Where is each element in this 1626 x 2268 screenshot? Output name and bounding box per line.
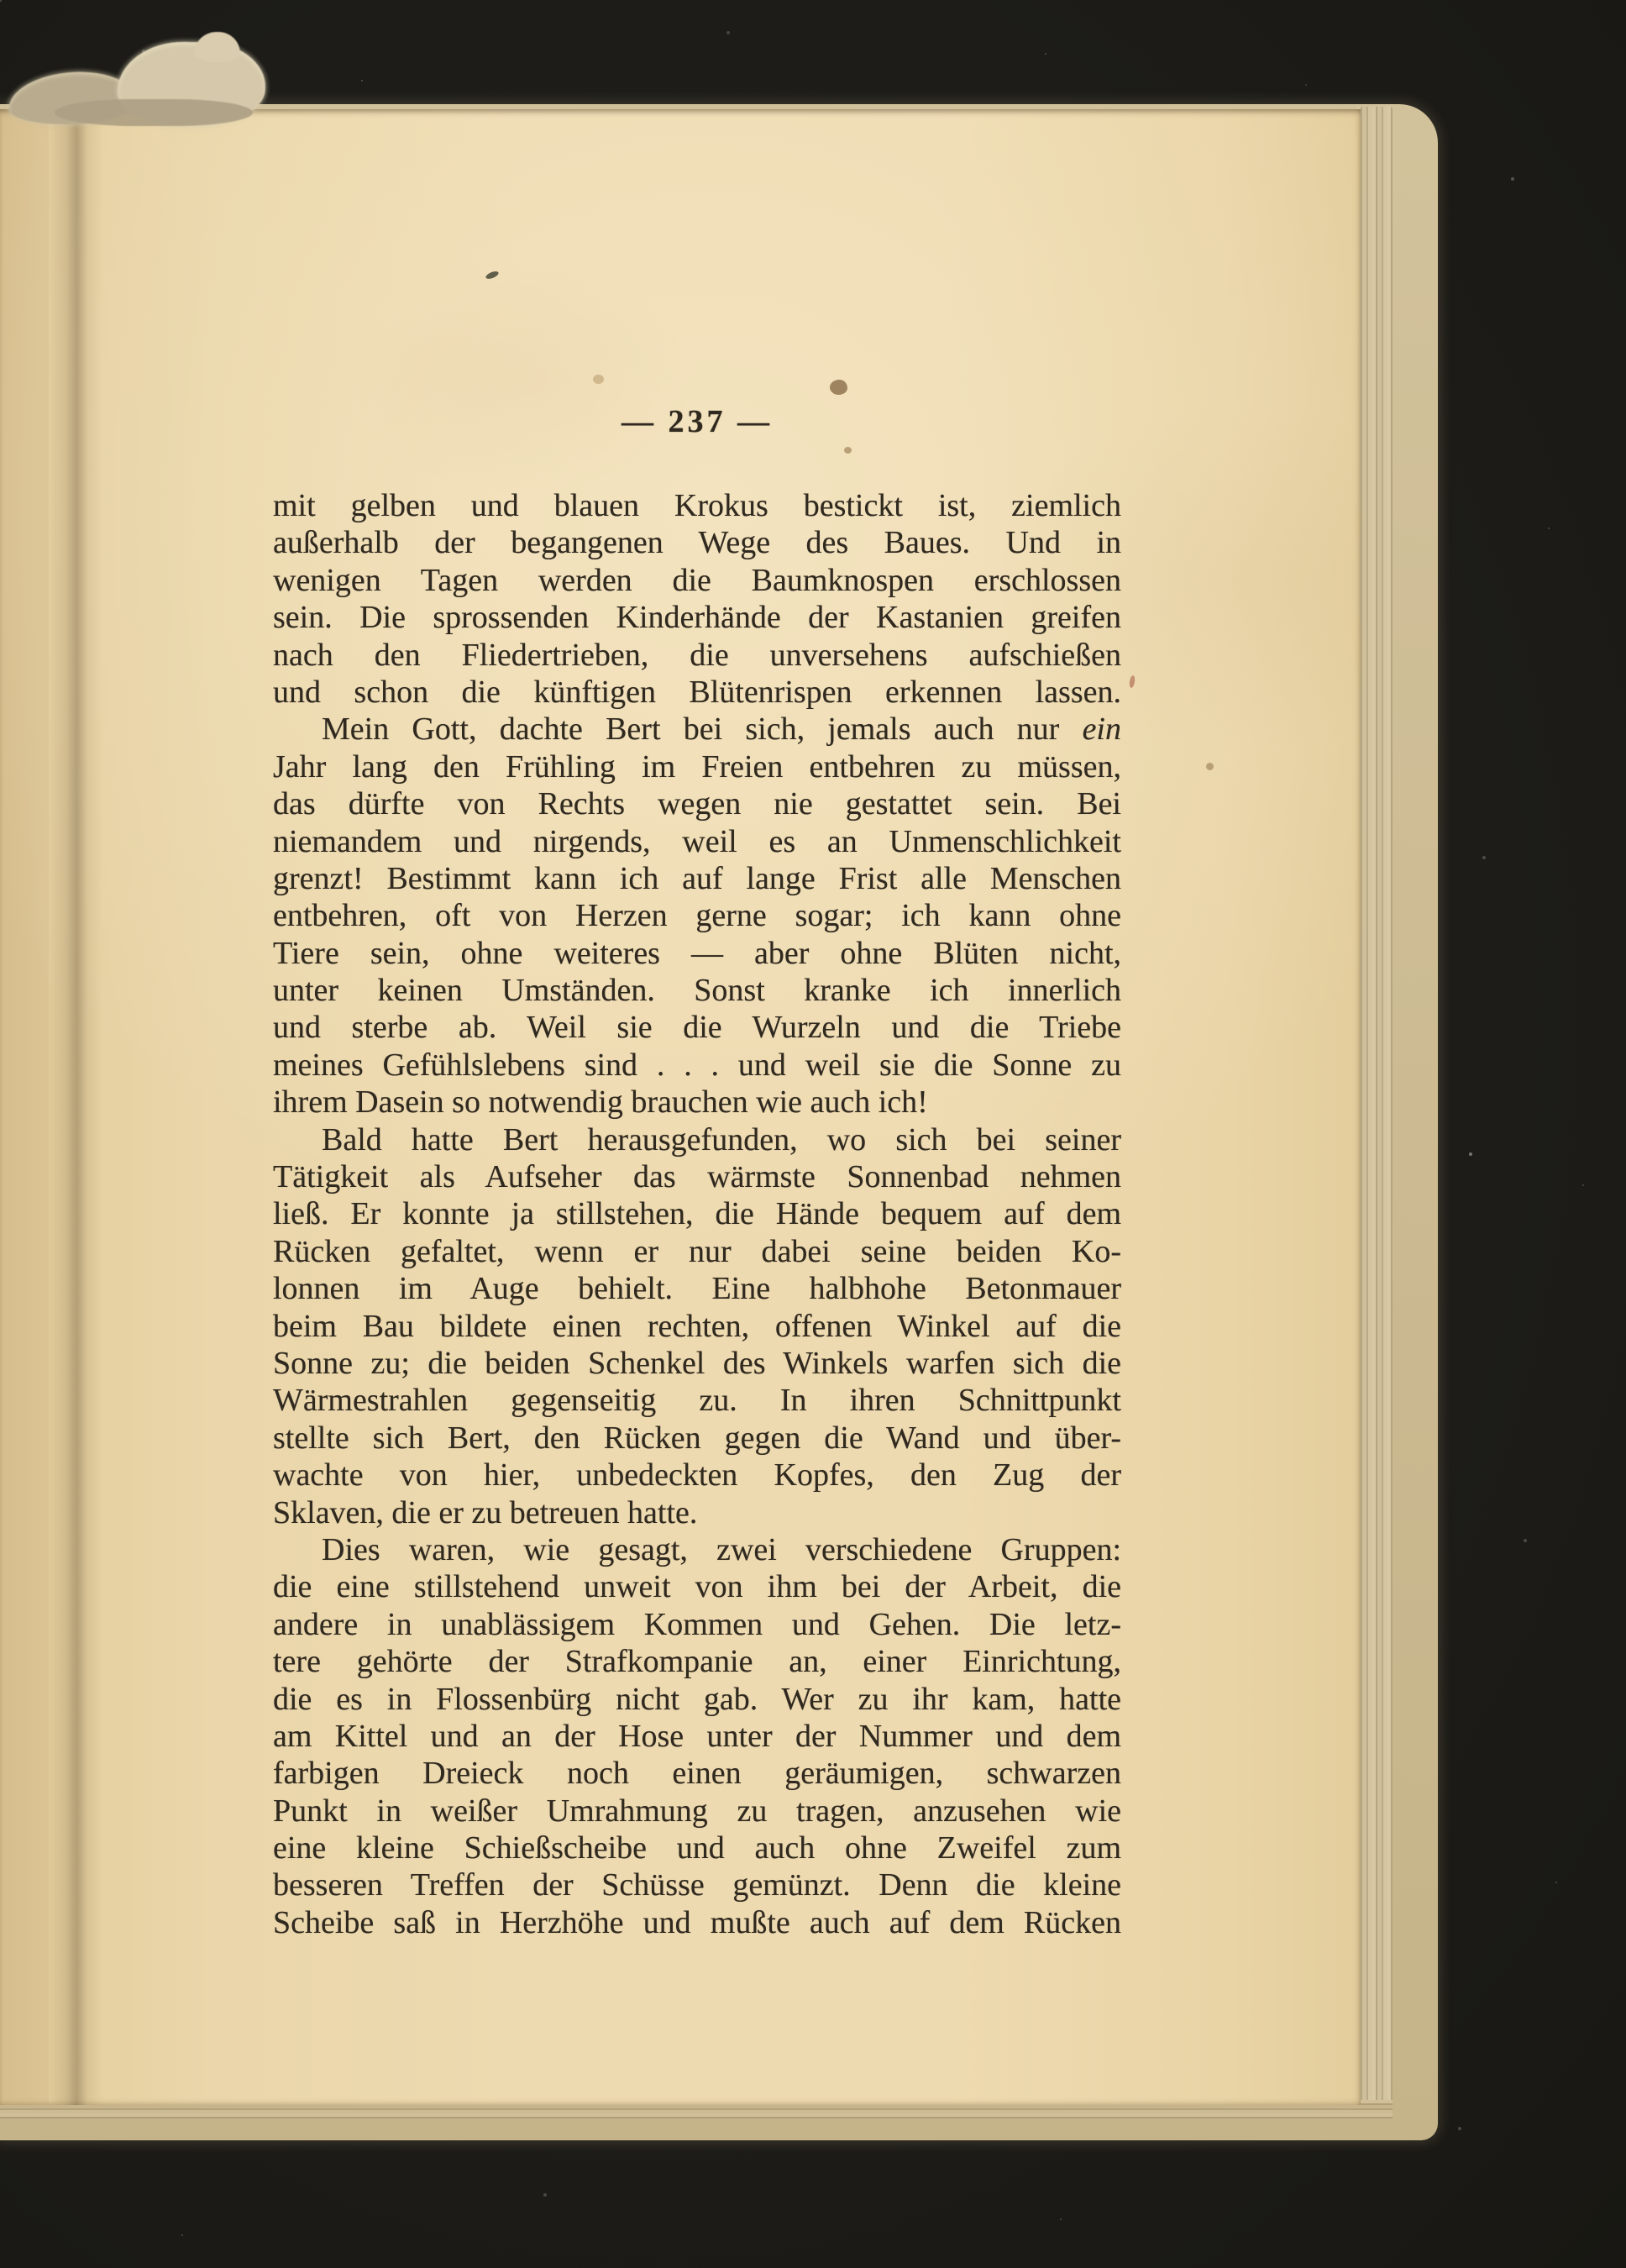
text-line: am Kittel und an der Hose unter der Nummer und dem	[273, 1718, 1121, 1754]
torn-paper-fragment	[8, 32, 270, 126]
text-line: ließ. Er konnte ja stillstehen, die Hände bequem auf dem	[273, 1196, 1121, 1232]
text-line: und sterbe ab. Weil sie die Wurzeln und die Triebe	[273, 1010, 1121, 1046]
stain	[844, 447, 852, 454]
text-line: farbigen Dreieck noch einen geräumigen, schwarzen	[273, 1756, 1121, 1792]
text-line: meines Gefühlslebens sind . . . und weil sie die Sonne zu	[273, 1047, 1121, 1083]
text-line: Jahr lang den Frühling im Freien entbehren zu müssen,	[273, 748, 1121, 785]
text-block	[273, 487, 1121, 1941]
stain	[593, 375, 604, 384]
text-line: beim Bau bildete einen rechten, offenen Winkel auf die	[273, 1308, 1121, 1344]
text-line: sein. Die sprossenden Kinderhände der Kastanien greifen	[273, 600, 1121, 636]
text-line: Tätigkeit als Aufseher das wärmste Sonnenbad nehmen	[273, 1159, 1121, 1195]
dust-specks	[0, 0, 2, 2]
gutter-shadow	[49, 109, 102, 2105]
text-line: Wärmestrahlen gegenseitig zu. In ihren Schnittpunkt	[273, 1383, 1121, 1419]
text-line: nach den Fliedertrieben, die unversehens aufschießen	[273, 637, 1121, 673]
text-line: entbehren, oft von Herzen gerne sogar; ich kann ohne	[273, 898, 1121, 934]
text-line: Tiere sein, ohne weiteres — aber ohne Blüten nicht,	[273, 935, 1121, 971]
text-line: Dies waren, wie gesagt, zwei verschiedene Gruppen:	[322, 1531, 1121, 1567]
text-line: andere in unablässigem Kommen und Gehen. Die letz-	[273, 1606, 1121, 1642]
text-line: die es in Flossenbürg nicht gab. Wer zu ihr kam, hatte	[273, 1681, 1121, 1717]
book-page	[0, 109, 1361, 2105]
stain	[485, 270, 499, 280]
text-line: Scheibe saß in Herzhöhe und mußte auch auf dem Rücken	[273, 1904, 1121, 1940]
text-line: Rücken gefaltet, wenn er nur dabei seine beiden Ko-	[273, 1233, 1121, 1269]
text-line: besseren Treffen der Schüsse gemünzt. Denn die kleine	[273, 1867, 1121, 1903]
text-line: Punkt in weißer Umrahmung zu tragen, anzusehen wie	[273, 1793, 1121, 1829]
text-line: und schon die künftigen Blütenrispen erkennen lassen.	[273, 674, 1121, 710]
text-line: Bald hatte Bert herausgefunden, wo sich bei seiner	[322, 1121, 1121, 1158]
text-line: tere gehörte der Strafkompanie an, einer Einrichtung,	[273, 1644, 1121, 1680]
text-line: Sonne zu; die beiden Schenkel des Winkels warfen sich die	[273, 1345, 1121, 1381]
text-line: mit gelben und blauen Krokus bestickt ist, ziemlich	[273, 488, 1121, 523]
text-line: die eine stillstehend unweit von ihm bei der Arbeit, die	[273, 1569, 1121, 1605]
text-line: ihrem Dasein so notwendig brauchen wie auch ich!	[273, 1084, 928, 1121]
text-line: Mein Gott, dachte Bert bei sich, jemals auch nur ein	[322, 711, 1121, 748]
text-line: wenigen Tagen werden die Baumknospen erschlossen	[273, 562, 1121, 598]
text-line: außerhalb der begangenen Wege des Baues. Und in	[273, 525, 1121, 561]
text-line: das dürfte von Rechts wegen nie gestattet sein. Bei	[273, 786, 1121, 822]
gutter-page-sliver	[0, 109, 49, 2105]
text-line: eine kleine Schießscheibe und auch ohne Zweifel zum	[273, 1830, 1121, 1866]
stain	[830, 380, 847, 395]
stain	[1206, 763, 1214, 770]
text-line: lonnen im Auge behielt. Eine halbhohe Betonmauer	[273, 1271, 1121, 1307]
text-line: niemandem und nirgends, weil es an Unmenschlichkeit	[273, 823, 1121, 859]
fore-edge-page-stack	[1357, 107, 1393, 2113]
page-number: — 237 —	[622, 404, 773, 439]
text-line: Sklaven, die er zu betreuen hatte.	[273, 1494, 698, 1530]
text-line: stellte sich Bert, den Rücken gegen die Wand und über-	[273, 1420, 1121, 1456]
stain	[1129, 675, 1136, 689]
text-line: unter keinen Umständen. Sonst kranke ich innerlich	[273, 973, 1121, 1009]
text-line: wachte von hier, unbedeckten Kopfes, den Zug der	[273, 1457, 1121, 1494]
text-line: grenzt! Bestimmt kann ich auf lange Frist alle Menschen	[273, 860, 1121, 896]
